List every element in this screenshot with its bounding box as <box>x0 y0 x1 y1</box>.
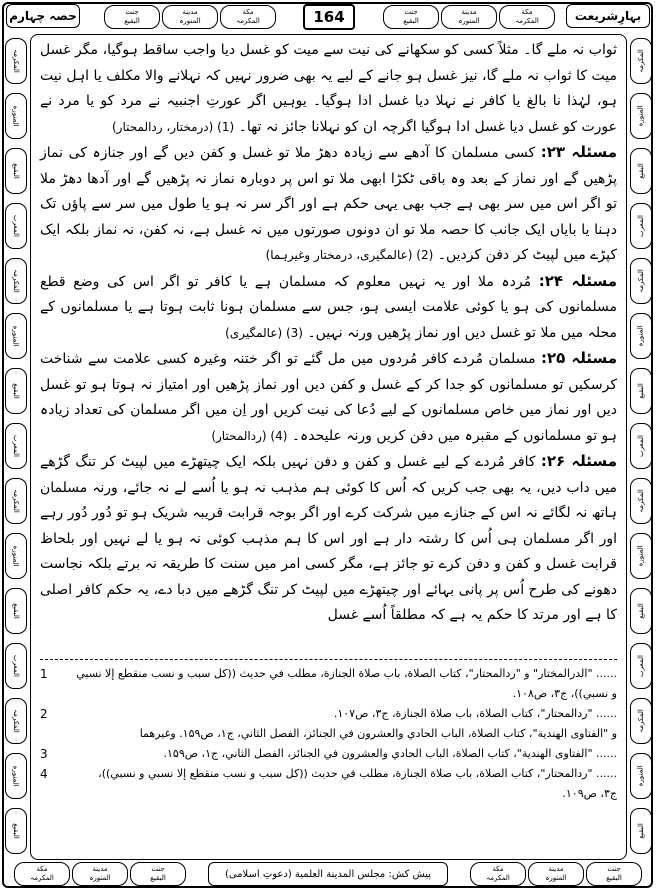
masala-label: مسئلہ ۲۳: <box>540 143 617 161</box>
page-header <box>0 4 657 30</box>
footer-badge-left-2: مدینة المنورہ <box>72 862 128 886</box>
footnote-number: 1 <box>40 667 48 681</box>
side-badge: المنورہ <box>630 753 652 799</box>
side-badge: البقیع <box>5 808 27 854</box>
book-title: بہارِشریعت <box>566 4 650 28</box>
masala-label: مسئلہ ۲۵: <box>540 349 617 367</box>
side-badge: المکرمہ <box>5 698 27 744</box>
main-text <box>40 38 617 629</box>
side-badge: المعرب <box>5 423 27 469</box>
footnote-divider <box>40 659 617 660</box>
footer-badge-right-3: جنت البقیع <box>586 862 642 886</box>
masala-25: مسئلہ ۲۵: مسلمان مُردے کافر مُردوں میں مل گئے تو اگر ختنہ وغیرہ کسی علامت سے شناخت کرسکیں تو مسلمانوں کو جدا کر کے غسل و کفن دیں اور نماز پڑھیں اور امتیاز نہ ہوتا ہو تو غسل دیں اور نماز میں خاص مسلمانوں کے لیے دُعا کی نیت کریں اور اِن میں اگر مسلمان کی تعداد زیادہ ہو تو مسلمانوں کے مقبرہ میں دفن کریں ورنہ علیحدہ۔ (4) (ردالمحتار) <box>40 349 617 444</box>
footnote-text: ...... "الدرالمختار" و "ردالمحتار"، کتاب الصلاة، باب صلاة الجنازة، مطلب في حدیث ((کل سبب و نسب منقطع إلا نسبي <box>76 667 617 680</box>
side-badge: المعرب <box>630 643 652 689</box>
header-badge-left-3: مکة المکرمہ <box>220 5 276 29</box>
footer-badge-left-1: مکة المکرمہ <box>14 862 70 886</box>
side-badge: البقیع <box>630 588 652 634</box>
masala-label: مسئلہ ۲۴: <box>538 271 618 290</box>
header-badge-right-2: مدینة المنورہ <box>441 5 497 29</box>
footnote-continuation: و "الفتاوی الهندیة"، کتاب الصلاة، الباب الحادي والعشرون في الجنائز، الفصل الثاني، ج۱، ص۱۵۹. وغیرهما <box>139 727 617 740</box>
side-badge: المکرمہ <box>630 478 652 524</box>
side-badge: المنورہ <box>5 753 27 799</box>
side-badge: المکرمہ <box>630 258 652 304</box>
side-badge: المنورہ <box>630 313 652 359</box>
footnote-3 <box>40 744 617 764</box>
footnote-number: 2 <box>40 707 48 721</box>
footer-badge-left-3: جنت البقیع <box>130 862 186 886</box>
header-badge-right-3: مکة المکرمہ <box>499 5 555 29</box>
paragraph-intro: ثواب نہ ملے گا۔ مثلاً کسی کو سکھانے کی نیت سے میت کو غسل دیا واجب ساقط ہوگیا، مگر غسل میت کا ثواب نہ ملے گا، نیز غسل ہو جانے کے لیے یہ بھی ضرور نہیں کہ نہلانے والا مکلف یا اہل نیت ہو، لہٰذا نا بالغ یا کافر نے نہلا دیا غسل ادا ہوگیا۔ یوہیں اگر عورتِ اجنبیہ نے مرد کو یا مرد نے عورت کو غسل دیا غسل ادا ہوگیا اگرچہ ان کو نہلانا جائز نہ تھا۔ (1) (درمختار، ردالمحتار) <box>40 42 617 135</box>
side-badge: البقیع <box>5 588 27 634</box>
masala-23: مسئلہ ۲۳: کسی مسلمان کا آدھے سے زیادہ دھڑ ملا تو غسل و کفن دیں گے اور جنازہ کی نماز پڑھیں گے اور نماز کے بعد وہ باقی ٹکڑا ابھی ملا تو اس پر دوبارہ نماز نہ پڑھیں گے اور آدھا دھڑ ملا تو اگر اس میں سر بھی ہے جب بھی یہی حکم ہے اور اگر سر نہ ہو یا طول میں سر سے پاؤں تک دہنا یا بایاں ایک جانب کا حصہ ملا تو ان دونوں صورتوں میں نہ غسل ہے، نہ کفن، نہ نماز بلکہ ایک کپڑے میں لپیٹ کر دفن کردیں۔ (2) (عالمگیری، درمختار وغیرہما) <box>40 143 617 263</box>
side-badge: البقیع <box>5 368 27 414</box>
header-badge-right-1: جنت البقیع <box>383 5 439 29</box>
side-badge: المعرب <box>5 643 27 689</box>
side-badge: المعرب <box>630 203 652 249</box>
footnote-number: 4 <box>40 767 48 781</box>
footer-badge-right-1: مکة المکرمہ <box>470 862 526 886</box>
footnote-4 <box>40 764 617 784</box>
side-badge: المکرمہ <box>5 478 27 524</box>
side-badge: المنورہ <box>630 533 652 579</box>
footnote-ref: (1) (درمختار، ردالمحتار) <box>112 119 235 134</box>
side-badge: البقیع <box>630 808 652 854</box>
footnotes <box>40 664 617 804</box>
side-badge: المکرمہ <box>5 258 27 304</box>
masala-label: مسئلہ ۲۶: <box>540 452 617 470</box>
header-badge-left-2: مدینة المنورہ <box>162 5 218 29</box>
side-badge: البقیع <box>630 148 652 194</box>
side-badge: المعرب <box>5 203 27 249</box>
footnote-text: ...... "ردالمحتار"، کتاب الصلاة، باب صلاة الجنازة، مطلب في حدیث ((کل سبب و نسب منقطع إلا نسبي و نسبي))، <box>98 767 617 780</box>
side-badge: المکرمہ <box>630 38 652 84</box>
side-badge: المنورہ <box>5 313 27 359</box>
publisher-label: پیش کش: مجلس المدینة العلمیة (دعوتِ اسلامی) <box>208 862 448 886</box>
footer-badge-right-2: مدینة المنورہ <box>528 862 584 886</box>
footnote-ref: (3) (عالمگیری) <box>225 325 303 340</box>
footnote-ref: (2) (عالمگیری، درمختار وغیرہما) <box>265 248 434 262</box>
footnote-continuation: و نسبي))، ج۳، ص۱۰۸. <box>512 687 617 700</box>
section-label: حصہ چہارم <box>6 4 80 28</box>
footnote-number: 3 <box>40 747 48 761</box>
footnote-ref: (4) (ردالمحتار) <box>211 428 288 443</box>
footnote-text: ...... "ردالمحتار"، کتاب الصلاة، باب صلاة الجنازة، ج۳، ص۱۰۷. <box>333 707 617 720</box>
side-badge: المکرمہ <box>5 38 27 84</box>
page-number: 164 <box>303 4 355 30</box>
side-badge: المعرب <box>630 423 652 469</box>
side-badge: البقیع <box>5 148 27 194</box>
page-footer <box>0 862 657 888</box>
masala-26: مسئلہ ۲۶: کافر مُردے کے لیے غسل و کفن و دفن نہیں بلکہ ایک چیتھڑے میں لپیٹ کر تنگ گڑھے میں داب دیں، یہ بھی جب کریں کہ اُس کا کوئی ہم مذہب نہ ہو یا اُسے لے نہ جائے، ورنہ مسلمان ہاتھ نہ لگائے نہ اس کے جنازے میں شرکت کرے اور اگر بوجہ قرابت قریبہ شریک ہو تو دُور دُور رہے اور اگر مسلمان ہی اُس کا رشتہ دار ہے اور اس کا ہم مذہب کوئی نہ ہو یا لے نہیں اور بلحاظ قرابت غسل و کفن و دفن کرے تو جائز ہے، مگر کسی امر میں سنت کا طریقہ نہ برتے بلکہ نجاست دھونے کی طرح اُس پر پانی بہائے اور چیتھڑے میں لپیٹ کر تنگ گڑھے میں دبا دے، یہ حکم کافر اصلی کا ہے اور مرتد کا حکم یہ ہے کہ مطلقاً اُسے غسل <box>40 452 617 623</box>
side-badge: المنورہ <box>630 93 652 139</box>
footnote-2 <box>40 704 617 724</box>
side-badge: البقیع <box>630 368 652 414</box>
footnote-1 <box>40 664 617 684</box>
side-badge: المنورہ <box>5 533 27 579</box>
masala-24: مسئلہ ۲۴: مُردہ ملا اور یہ نہیں معلوم کہ مسلمان ہے یا کافر تو اگر اس کی وضع قطع مسلمانوں کی ہو یا کوئی علامت ایسی ہو، جس سے مسلمان ہونا ثابت ہوتا ہے یا مسلمانوں کے محلہ میں ملا تو غسل دیں اور نماز پڑھیں ورنہ نہیں۔ (3) (عالمگیری) <box>40 271 618 341</box>
header-badge-left-1: جنت البقیع <box>104 5 160 29</box>
side-badge: المکرمہ <box>630 698 652 744</box>
footnote-text: ...... "الفتاوی الهندیة"، کتاب الصلاة، الباب الحادي والعشرون في الجنائز، الفصل الثاني، ج۱، ص۱۵۹. <box>163 747 617 760</box>
side-badge: المنورہ <box>5 93 27 139</box>
footnote-continuation: ج۳، ص۱۰۹. <box>562 787 617 800</box>
